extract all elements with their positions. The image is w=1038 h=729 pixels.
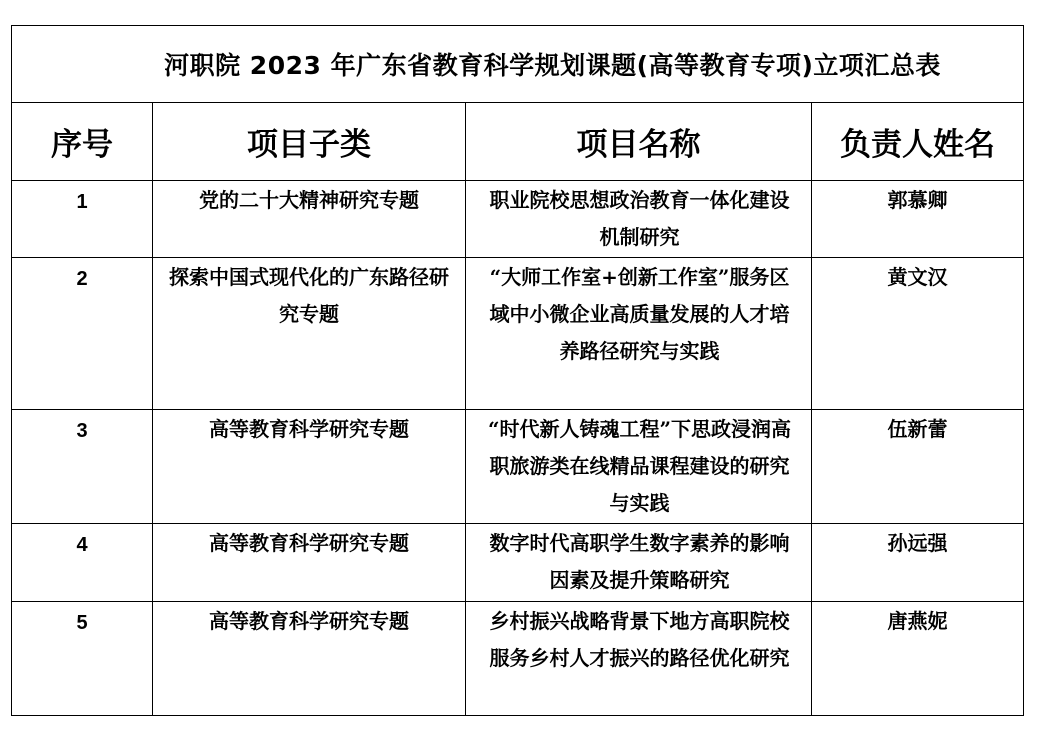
table-title-cell xyxy=(12,26,1024,103)
header-leader: 负责人姓名 xyxy=(812,103,1024,181)
row-seq: 5 xyxy=(12,602,153,716)
row-subcategory: 党的二十大精神研究专题 xyxy=(153,181,466,258)
table-row xyxy=(12,181,1024,258)
row-leader: 唐燕妮 xyxy=(812,602,1024,716)
row-subcategory: 探索中国式现代化的广东路径研究专题 xyxy=(153,258,466,410)
table-row xyxy=(12,602,1024,716)
header-name: 项目名称 xyxy=(466,103,812,181)
header-seq: 序号 xyxy=(12,103,153,181)
row-project-name: 数字时代高职学生数字素养的影响因素及提升策略研究 xyxy=(466,524,812,602)
row-seq: 2 xyxy=(12,258,153,410)
row-project-name: 职业院校思想政治教育一体化建设机制研究 xyxy=(466,181,812,258)
row-leader: 黄文汉 xyxy=(812,258,1024,410)
row-subcategory: 高等教育科学研究专题 xyxy=(153,524,466,602)
table-title: 河职院 2023 年广东省教育科学规划课题(高等教育专项)立项汇总表 xyxy=(164,51,941,80)
row-leader: 郭慕卿 xyxy=(812,181,1024,258)
row-project-name: “大师工作室+创新工作室”服务区域中小微企业高质量发展的人才培养路径研究与实践 xyxy=(466,258,812,410)
table-row xyxy=(12,410,1024,524)
title-row xyxy=(12,26,1024,103)
project-summary-table xyxy=(11,25,1024,716)
row-leader: 孙远强 xyxy=(812,524,1024,602)
row-seq: 3 xyxy=(12,410,153,524)
row-project-name: “时代新人铸魂工程”下思政浸润高职旅游类在线精品课程建设的研究与实践 xyxy=(466,410,812,524)
table-row xyxy=(12,258,1024,410)
row-seq: 1 xyxy=(12,181,153,258)
row-seq: 4 xyxy=(12,524,153,602)
row-subcategory: 高等教育科学研究专题 xyxy=(153,410,466,524)
table-row xyxy=(12,524,1024,602)
header-row xyxy=(12,103,1024,181)
header-subcategory: 项目子类 xyxy=(153,103,466,181)
row-project-name: 乡村振兴战略背景下地方高职院校服务乡村人才振兴的路径优化研究 xyxy=(466,602,812,716)
row-leader: 伍新蕾 xyxy=(812,410,1024,524)
row-subcategory: 高等教育科学研究专题 xyxy=(153,602,466,716)
